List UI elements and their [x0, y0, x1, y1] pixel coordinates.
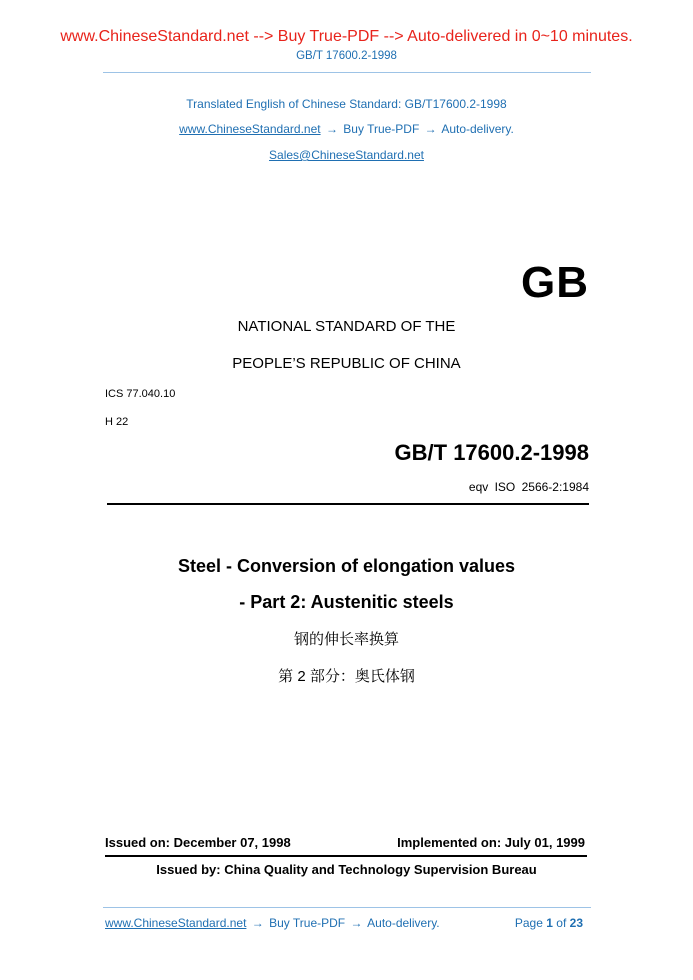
- footer-auto-text: Auto-delivery.: [367, 916, 440, 930]
- buy-line: [0, 122, 693, 136]
- title-divider: [107, 503, 589, 505]
- page-total: 23: [569, 916, 583, 930]
- footer-site-link[interactable]: www.ChineseStandard.net: [105, 916, 247, 930]
- ics-code: ICS 77.040.10: [105, 388, 176, 400]
- english-title-line2: - Part 2: Austenitic steels: [239, 592, 454, 612]
- page-label: Page: [514, 916, 543, 930]
- translated-notice: Translated English of Chinese Standard: GB/T17600.2-1998: [186, 97, 507, 111]
- national-standard-line2: PEOPLE’S REPUBLIC OF CHINA: [232, 355, 461, 372]
- chinese-title-line2: 第 2 部分：奥氏体钢: [278, 668, 415, 685]
- buy-text: Buy True-PDF: [343, 122, 420, 136]
- auto-delivery-text: Auto-delivery.: [441, 122, 514, 136]
- ccs-code: H 22: [105, 416, 129, 428]
- email-link[interactable]: Sales@ChineseStandard.net: [269, 148, 424, 162]
- bottom-divider: [105, 855, 587, 857]
- footer-divider: [103, 907, 591, 908]
- top-banner[interactable]: www.ChineseStandard.net --> Buy True-PDF --> Auto-delivered in 0~10 minutes.: [60, 28, 633, 45]
- email-line: [0, 148, 693, 162]
- english-title-line1: Steel - Conversion of elongation values: [177, 556, 516, 576]
- chinese-title-line1: 钢的伸长率换算: [293, 631, 399, 648]
- footer-links: [105, 916, 440, 930]
- page-of: of: [556, 916, 567, 930]
- header-divider: [103, 72, 591, 73]
- standard-number: GB/T 17600.2-1998: [394, 440, 589, 465]
- page-indicator: [515, 916, 583, 930]
- issued-on-date: Issued on: December 07, 1998: [105, 835, 291, 850]
- arrow-right-icon: →: [251, 916, 264, 930]
- footer-buy-text: Buy True-PDF: [269, 916, 346, 930]
- national-standard-line1: NATIONAL STANDARD OF THE: [237, 318, 456, 335]
- page-current: 1: [546, 916, 553, 930]
- arrow-right-icon: →: [325, 122, 338, 136]
- arrow-right-icon: →: [424, 122, 437, 136]
- arrow-right-icon: →: [350, 916, 363, 930]
- implemented-on-date: Implemented on: July 01, 1999: [397, 835, 585, 850]
- gb-logo: GB: [521, 258, 589, 307]
- equivalence-note: eqv ISO 2566-2:1984: [468, 480, 589, 494]
- header-standard-number: GB/T 17600.2-1998: [296, 50, 397, 62]
- issuing-authority: Issued by: China Quality and Technology Supervision Bureau: [156, 862, 537, 877]
- site-link[interactable]: www.ChineseStandard.net: [179, 122, 321, 136]
